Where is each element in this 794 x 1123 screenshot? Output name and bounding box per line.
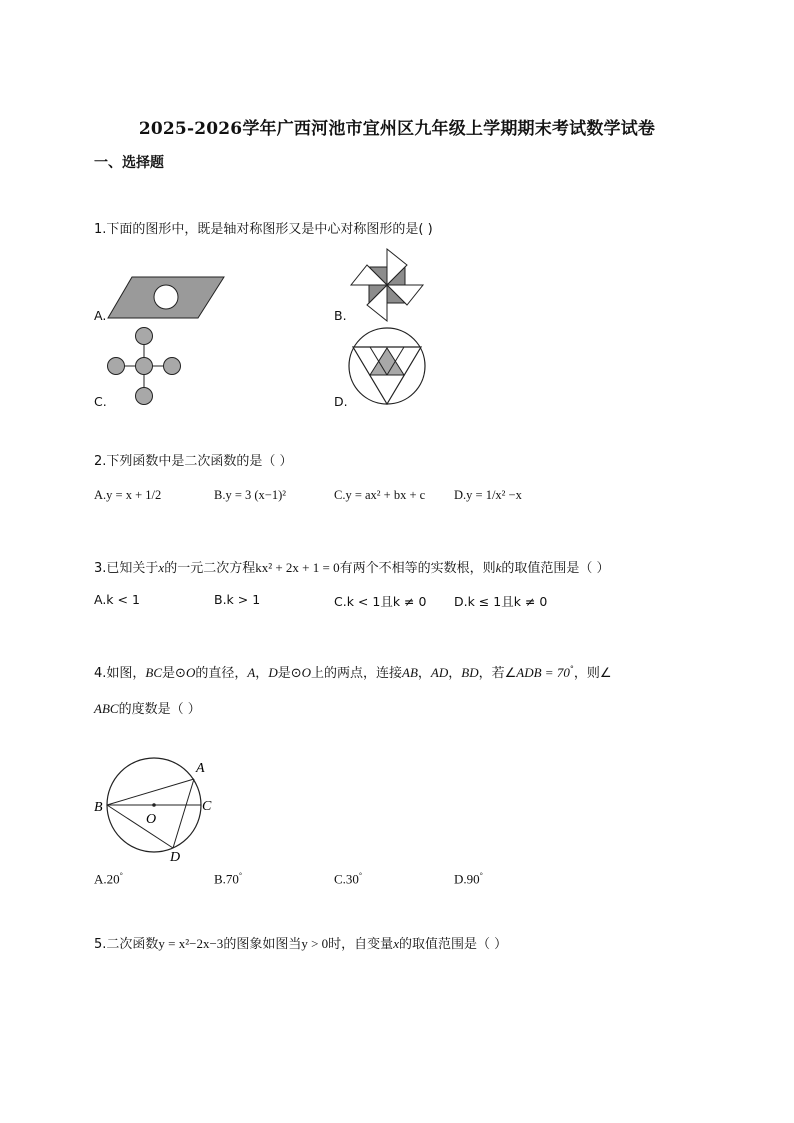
q4-math: A — [247, 665, 256, 680]
q4-math: D — [268, 665, 278, 680]
page-title: 2025-2026学年广西河池市宜州区九年级上学期期末考试数学试卷 — [138, 119, 656, 139]
q5-text: 5.二次函数 — [94, 937, 159, 952]
q5-text: 的图象如图当 — [223, 937, 302, 952]
q1-figure-c-cross-circles — [104, 326, 184, 408]
q2-option-b — [214, 487, 286, 503]
q1-option-d-label: D. — [334, 394, 348, 409]
q4-option-d-text: D.90 — [454, 871, 480, 887]
q3-option-c-part: 且 — [380, 594, 393, 609]
q4-text: 的直径， — [195, 666, 248, 681]
q4-option-c — [334, 871, 362, 887]
q3-option-d-part: k ≠ 0 — [513, 594, 548, 609]
label-A: A — [196, 761, 205, 776]
q3-option-c-part: C.k < 1 — [334, 594, 381, 609]
q4-option-a — [94, 871, 123, 887]
q3-var-k: k — [495, 560, 502, 575]
q4-option-degree: ° — [238, 871, 243, 880]
q5-text: 的取值范围是（ ） — [398, 937, 508, 952]
label-D: D — [170, 850, 181, 864]
q3-stem-part: 的取值范围是（ ） — [501, 561, 610, 576]
question-4-stem-line2 — [94, 698, 201, 717]
q3-var-x: x — [158, 560, 165, 575]
q4-text: 4.如图， — [94, 666, 146, 681]
q2-option-a — [94, 487, 161, 503]
q5-condition: y > 0 — [301, 936, 329, 951]
q1-option-c-label: C. — [94, 394, 107, 409]
q3-stem-part: 3.已知关于 — [94, 561, 159, 576]
q3-stem-part: 有两个不相等的实数根，则 — [339, 561, 496, 576]
q4-degree: ° — [569, 664, 574, 674]
q5-equation: y = x²−2x−3 — [158, 936, 224, 951]
q2-option-c — [334, 487, 425, 503]
q3-option-c — [334, 592, 426, 610]
q4-text: 是⊙ — [162, 666, 186, 681]
q4-text: ， — [255, 666, 269, 681]
q4-text: 的度数是（ ） — [118, 702, 201, 717]
q4-math: O — [185, 665, 196, 680]
q1-option-a-label: A. — [94, 308, 107, 323]
q4-option-degree: ° — [358, 871, 363, 880]
q4-math: AB — [402, 665, 418, 680]
q1-figure-d-circle-triangles — [346, 325, 428, 407]
q4-math: ABC — [94, 701, 119, 716]
q4-math: AD — [430, 665, 449, 680]
q4-option-b — [214, 871, 242, 887]
question-1-stem: 1.下面的图形中，既是轴对称图形又是中心对称图形的是( ) — [94, 222, 433, 237]
q3-option-d — [454, 592, 547, 610]
q3-stem-part: 的一元二次方程 — [164, 561, 256, 576]
question-3-stem — [94, 557, 610, 576]
q2-option-c-text: C.y = ax² + bx + c — [334, 488, 426, 502]
q5-text: 时，自变量 — [328, 937, 394, 952]
q1-figure-b-pinwheel — [346, 244, 428, 326]
q4-option-degree: ° — [479, 871, 483, 880]
q4-option-c-text: C.30 — [334, 871, 359, 887]
q3-option-b: B.k > 1 — [214, 592, 261, 607]
q1-figure-a-parallelogram — [106, 274, 228, 322]
q4-text: 上的两点，连接 — [311, 666, 403, 681]
q3-equation: kx² + 2x + 1 = 0 — [255, 560, 340, 575]
q4-math: BD — [461, 665, 479, 680]
question-5-stem — [94, 933, 507, 952]
q1-option-b-label: B. — [334, 308, 347, 323]
q2-option-d — [454, 487, 522, 503]
q4-option-a-text: A.20 — [94, 871, 120, 887]
q4-math: O — [301, 665, 311, 680]
q2-option-d-text: D.y = 1/x² −x — [454, 488, 522, 502]
question-2-stem: 2.下列函数中是二次函数的是（ ） — [94, 454, 293, 469]
q4-text: ， — [417, 666, 431, 681]
q3-option-a: A.k < 1 — [94, 592, 140, 607]
q3-option-d-part: 且 — [501, 594, 514, 609]
q4-option-b-text: B.70 — [214, 871, 239, 887]
section-heading: 一、选择题 — [94, 155, 164, 171]
q4-text: 是⊙ — [277, 666, 302, 681]
label-C: C — [202, 799, 212, 814]
label-B: B — [94, 800, 103, 815]
label-O: O — [146, 812, 157, 827]
q5-var-x: x — [393, 936, 399, 951]
q3-option-c-part: k ≠ 0 — [392, 594, 427, 609]
q4-text: ， — [448, 666, 462, 681]
q4-circle-diagram — [90, 752, 220, 864]
q4-text: ，若∠ — [478, 666, 517, 681]
q3-option-d-part: D.k ≤ 1 — [454, 594, 502, 609]
q4-option-degree: ° — [119, 871, 123, 880]
q2-option-a-text: A.y = x + 1/2 — [94, 488, 162, 502]
q4-text: ，则∠ — [573, 666, 612, 681]
q4-option-d — [454, 871, 483, 887]
q4-math: ADB = 70 — [516, 665, 570, 680]
q2-option-b-text: B.y = 3 (x−1)² — [214, 488, 287, 502]
question-4-stem-line1 — [94, 662, 611, 681]
q4-math: BC — [145, 665, 163, 680]
